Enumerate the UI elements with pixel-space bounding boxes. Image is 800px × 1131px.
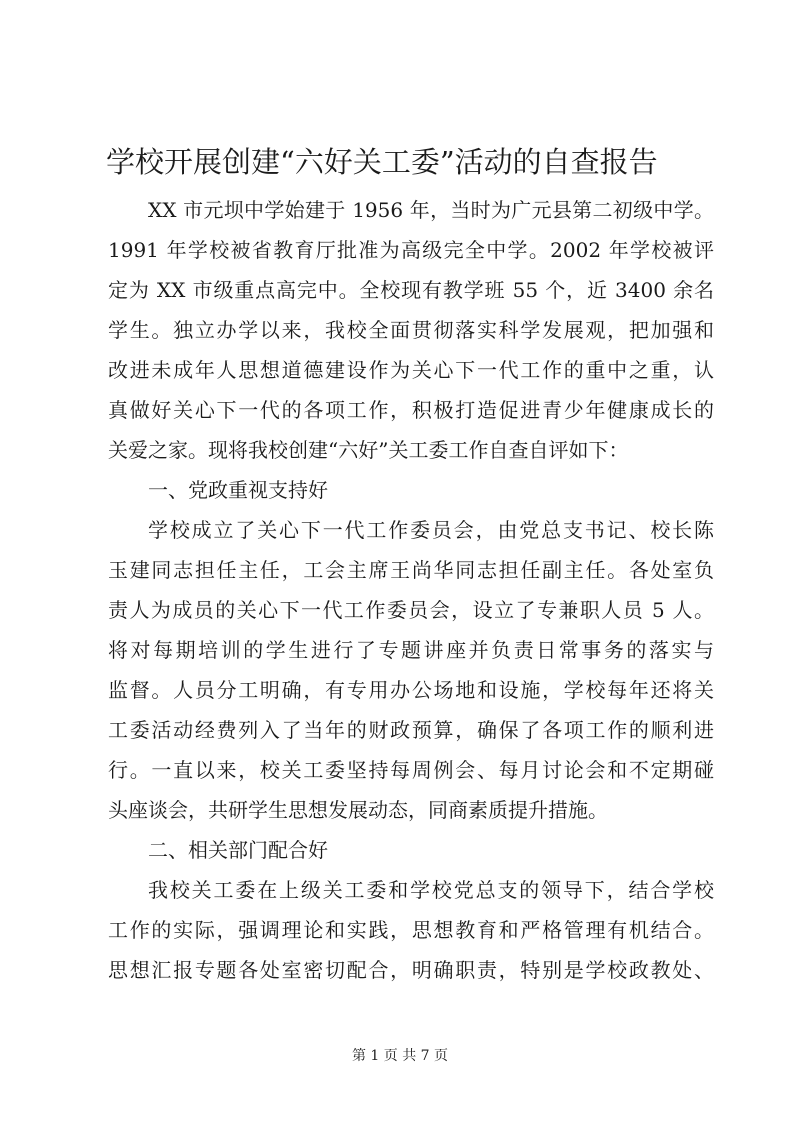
- paragraph-line: 将对每期培训的学生进行了专题讲座并负责日常事务的落实与: [108, 638, 714, 662]
- paragraph-line: 学生。独立办学以来，我校全面贯彻落实科学发展观，把加强和: [108, 318, 714, 342]
- paragraph-line: 思想汇报专题各处室密切配合，明确职责，特别是学校政教处、: [108, 958, 714, 982]
- paragraph-line: 行。一直以来，校关工委坚持每周例会、每月讨论会和不定期碰: [108, 758, 714, 782]
- paragraph-line: 真做好关心下一代的各项工作，积极打造促进青少年健康成长的: [108, 398, 714, 422]
- page-number-footer: 第 1 页 共 7 页: [351, 1048, 449, 1064]
- paragraph-line: 我校关工委在上级关工委和学校党总支的领导下，结合学校: [148, 878, 714, 902]
- paragraph-line: 1991 年学校被省教育厅批准为高级完全中学。2002 年学校被评: [108, 238, 714, 262]
- section-heading: 二、相关部门配合好: [148, 838, 328, 862]
- paragraph-line: XX 市元坝中学始建于 1956 年，当时为广元县第二初级中学。: [148, 198, 714, 222]
- paragraph-line: 定为 XX 市级重点高完中。全校现有教学班 55 个，近 3400 余名: [108, 278, 714, 302]
- paragraph-line: 工作的实际，强调理论和实践，思想教育和严格管理有机结合。: [108, 918, 714, 942]
- paragraph-line: 头座谈会，共研学生思想发展动态，同商素质提升措施。: [108, 798, 608, 822]
- paragraph-line: 玉建同志担任主任，工会主席王尚华同志担任副主任。各处室负: [108, 558, 714, 582]
- paragraph-line: 工委活动经费列入了当年的财政预算，确保了各项工作的顺利进: [108, 718, 714, 742]
- document-body: [108, 190, 714, 990]
- paragraph-line: 关爱之家。现将我校创建“六好”关工委工作自查自评如下：: [108, 438, 629, 462]
- document-title: 学校开展创建“六好关工委”活动的自查报告: [106, 145, 658, 179]
- paragraph-line: 改进未成年人思想道德建设作为关心下一代工作的重中之重，认: [108, 358, 714, 382]
- section-heading: 一、党政重视支持好: [148, 478, 328, 502]
- paragraph-line: 监督。人员分工明确，有专用办公场地和设施，学校每年还将关: [108, 678, 714, 702]
- paragraph-line: 学校成立了关心下一代工作委员会，由党总支书记、校长陈: [148, 518, 714, 542]
- paragraph-line: 责人为成员的关心下一代工作委员会，设立了专兼职人员 5 人。: [108, 598, 714, 622]
